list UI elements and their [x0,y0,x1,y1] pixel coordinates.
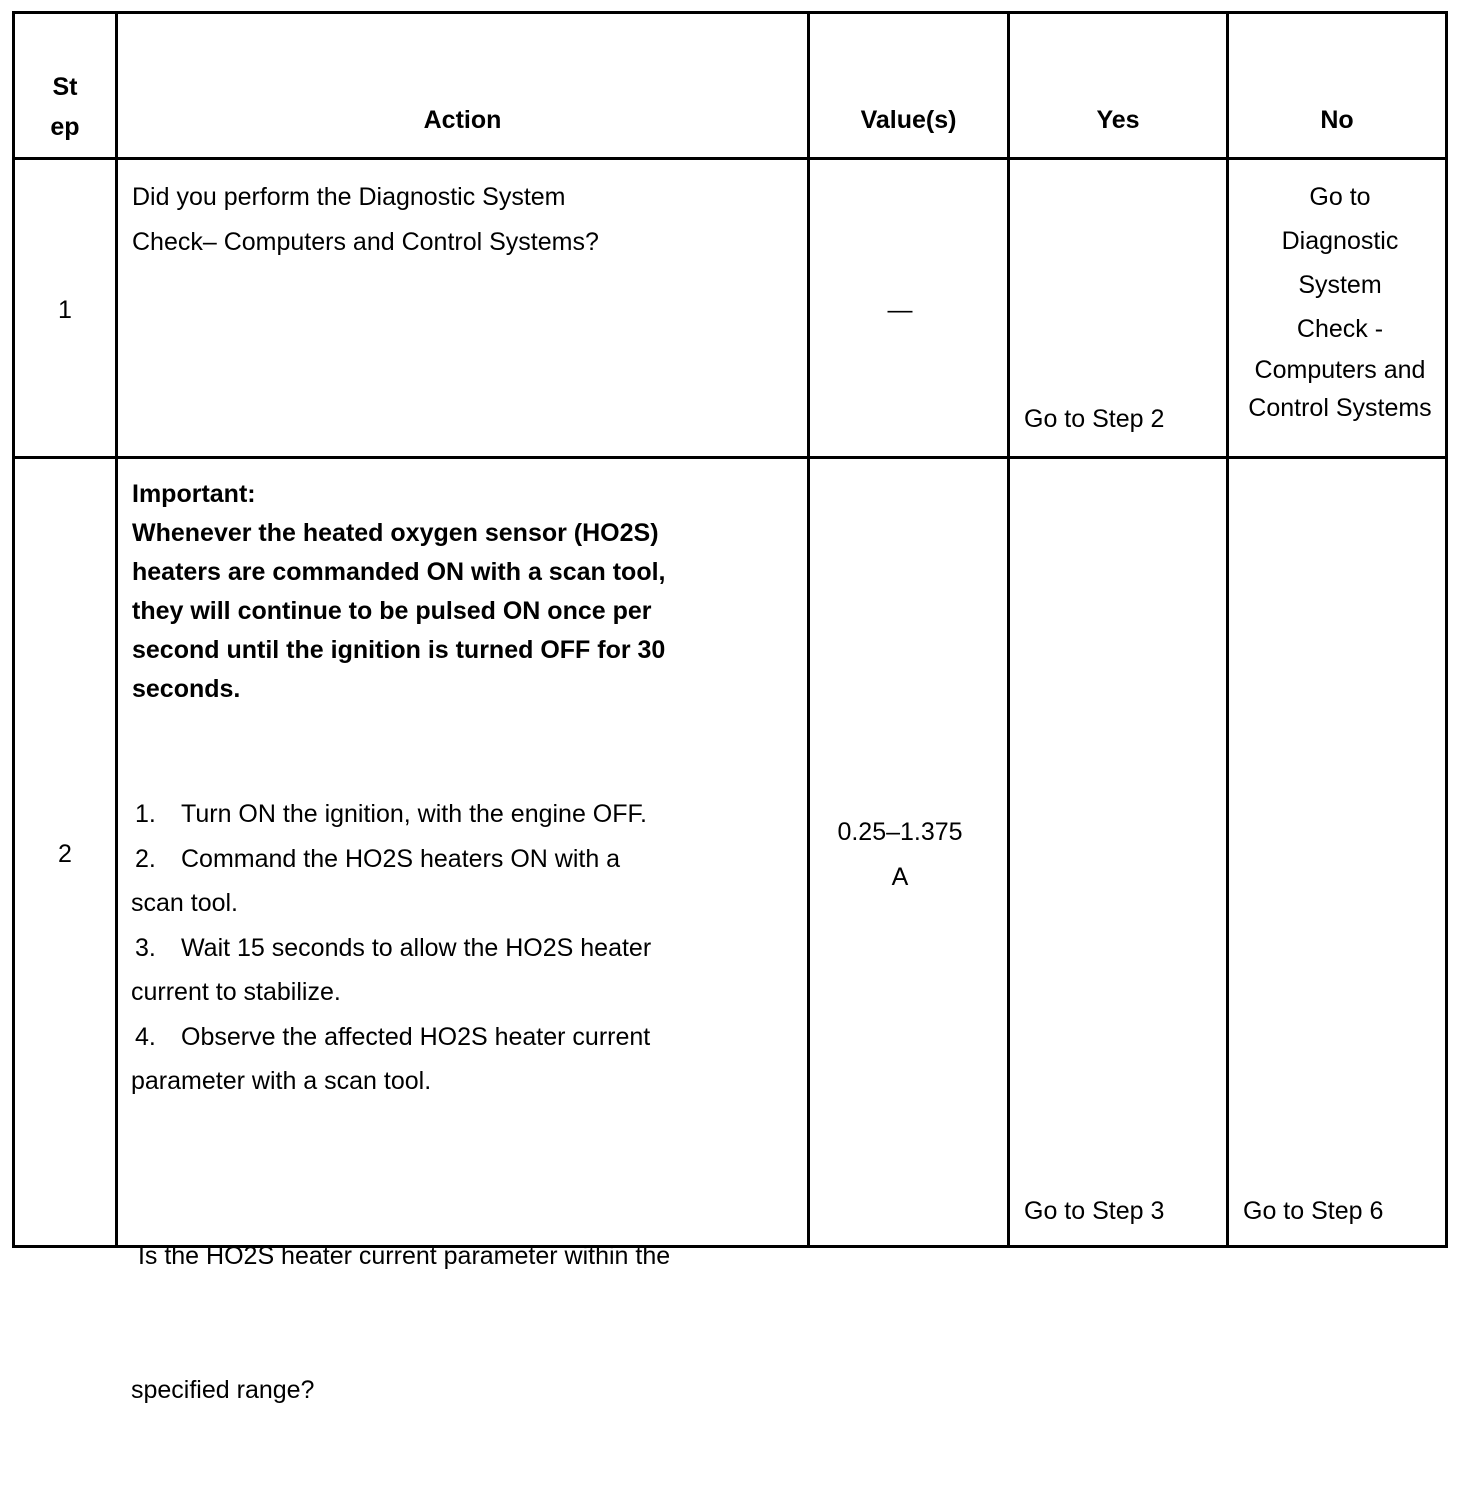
important-label: Important: [132,480,256,508]
step-text: Turn ON the ignition, with the engine OFF. [181,800,647,828]
step-number: 1. [135,800,156,828]
step-text: Wait 15 seconds to allow the HO2S heater [181,933,652,962]
row1-action [132,175,599,265]
important-line: they will continue to be pulsed ON once per [132,597,652,625]
important-line: second until the ignition is turned OFF for 30 [132,636,666,664]
question-line: Is the HO2S heater current parameter within the [131,1242,671,1270]
row1-no-line: System [1298,271,1382,299]
row1-action-line: Check– Computers and Control Systems? [132,228,599,256]
row-divider [15,157,1445,160]
procedure-step-continuation: parameter with a scan tool. [131,1067,432,1095]
row1-no-line: Computers and [1254,356,1426,384]
procedure-step [131,1015,651,1060]
row1-step: 1 [58,296,72,324]
row2-step: 2 [58,840,72,868]
row2-yes: Go to Step 3 [1024,1197,1165,1225]
important-note [132,475,665,709]
header-no: No [1320,106,1354,134]
row-divider [15,456,1445,459]
procedure-list [131,792,651,1104]
step-text: Observe the affected HO2S heater current [181,1022,651,1051]
row1-yes: Go to Step 2 [1024,405,1165,433]
important-line: Whenever the heated oxygen sensor (HO2S) [132,519,659,547]
row1-no-line: Go to [1309,183,1371,211]
column-divider [115,14,118,1245]
header-step: St ep [50,73,80,141]
row1-no-line: Diagnostic [1281,227,1399,255]
column-divider [807,14,810,1245]
diagnostic-table [12,11,1448,1404]
step-number: 3. [135,933,156,962]
procedure-step [131,792,651,837]
header-action: Action [423,106,502,134]
header-yes: Yes [1096,106,1140,134]
procedure-step-continuation: current to stabilize. [131,978,341,1006]
important-line: heaters are commanded ON with a scan tool, [132,558,666,586]
column-divider [1007,14,1010,1245]
row1-no [1229,175,1451,427]
row2-value [810,810,990,900]
procedure-step [131,926,651,971]
row1-no-line: Check - [1296,315,1384,343]
row1-value: — [887,296,913,324]
value-line: 0.25–1.375 [837,818,963,846]
procedure-step-continuation: scan tool. [131,889,239,917]
question [131,1145,670,1501]
row1-no-line: Control Systems [1248,394,1432,422]
row2-no: Go to Step 6 [1243,1197,1384,1225]
step-number: 2. [135,844,156,873]
step-text: Command the HO2S heaters ON with a [181,844,621,873]
question-line: specified range? [131,1375,315,1404]
important-line: seconds. [132,675,241,703]
procedure-step [131,837,651,882]
row1-action-line: Did you perform the Diagnostic System [132,183,566,211]
value-line: A [891,863,909,891]
header-values: Value(s) [860,106,957,134]
step-number: 4. [135,1022,156,1051]
